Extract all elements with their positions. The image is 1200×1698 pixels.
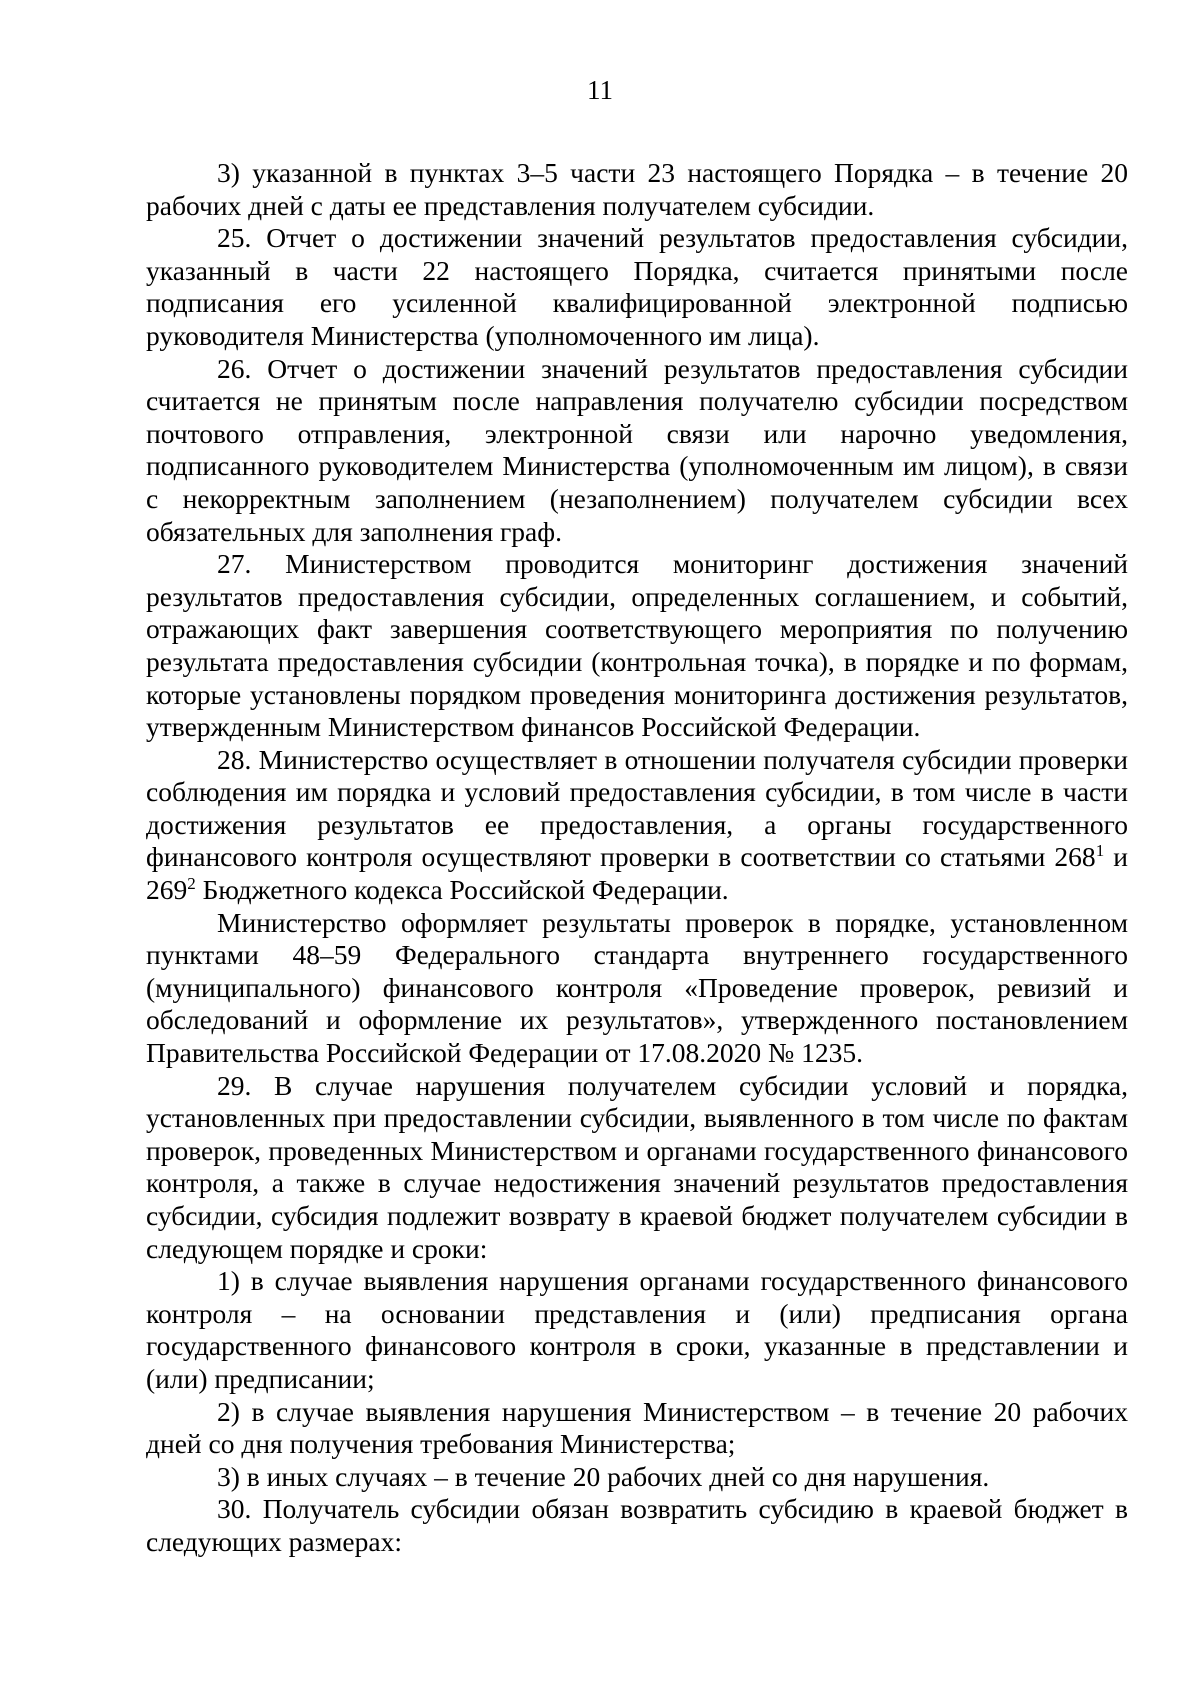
paragraph-28 [146,744,1128,907]
paragraph-28-text: и 269 [146,841,1129,906]
paragraph-28-text: Бюджетного кодекса Российской Федерации. [195,874,729,906]
article-superscript: 1 [1095,841,1105,861]
paragraph-29: 29. В случае нарушения получателем субсидии условий и порядка, установленных при предоставлении субсидии, выявленного в том числе по фактам проверок, проведенных Министерством и органами государственного финансового контроля, а также в случае недостижения значений результатов предоставления субсидии, субсидия подлежит возврату в краевой бюджет получателем субсидии в следующем порядке и сроки: [146,1069,1128,1264]
paragraph-29-item-3: 3) в иных случаях – в течение 20 рабочих дней со дня нарушения. [217,1460,990,1492]
paragraph-28-text: 28. Министерство осуществляет в отношении получателя субсидии проверки соблюдения им порядка и условий предоставления субсидии, в том числе в части достижения результатов ее предоставления, а органы государственного финансового контроля осуществляют проверки в соответствии со статьями 268 [146,743,1128,873]
article-superscript: 2 [187,874,196,894]
paragraph-28-continuation: Министерство оформляет результаты проверок в порядке, установленном пунктами 48–59 Федерального стандарта внутреннего государственного (муниципального) финансового контроля «Проведение проверок, ревизий и обследований и оформление их результатов», утвержденного постановлением Правительства Российской Федерации от 17.08.2020 № 1235. [146,906,1128,1069]
paragraph-29-item-2: 2) в случае выявления нарушения Министерством – в течение 20 рабочих дней со дня получения требования Министерства; [146,1395,1128,1460]
paragraph-24-item-3: 3) указанной в пунктах 3–5 части 23 настоящего Порядка – в течение 20 рабочих дней с даты ее представления получателем субсидии. [146,157,1128,221]
paragraph-26: 26. Отчет о достижении значений результатов предоставления субсидии считается не принятым после направления получателю субсидии посредством почтового отправления, электронной связи или нарочно уведомления, подписанного руководителем Министерства (уполномоченным им лицом), в связи с некорректным заполнением (незаполнением) получателем субсидии всех обязательных для заполнения граф. [146,352,1128,547]
paragraph-25: 25. Отчет о достижении значений результатов предоставления субсидии, указанный в части 22 настоящего Порядка, считается принятыми после подписания его усиленной квалифицированной электронной подписью руководителя Министерства (уполномоченного им лица). [146,222,1128,351]
paragraph-27: 27. Министерством проводится мониторинг достижения значений результатов предоставления субсидии, определенных соглашением, и событий, отражающих факт завершения соответствующего мероприятия по получению результата предоставления субсидии (контрольная точка), в порядке и по формам, которые установлены порядком проведения мониторинга достижения результатов, утвержденным Министерством финансов Российской Федерации. [146,548,1128,743]
document-body [146,157,1128,1559]
page-number: 11 [587,75,613,105]
paragraph-29-item-1: 1) в случае выявления нарушения органами государственного финансового контроля – на основании представления и (или) предписания органа государственного финансового контроля в сроки, указанные в представлении и (или) предписании; [146,1265,1128,1394]
paragraph-30: 30. Получатель субсидии обязан возвратить субсидию в краевой бюджет в следующих размерах: [146,1493,1128,1557]
